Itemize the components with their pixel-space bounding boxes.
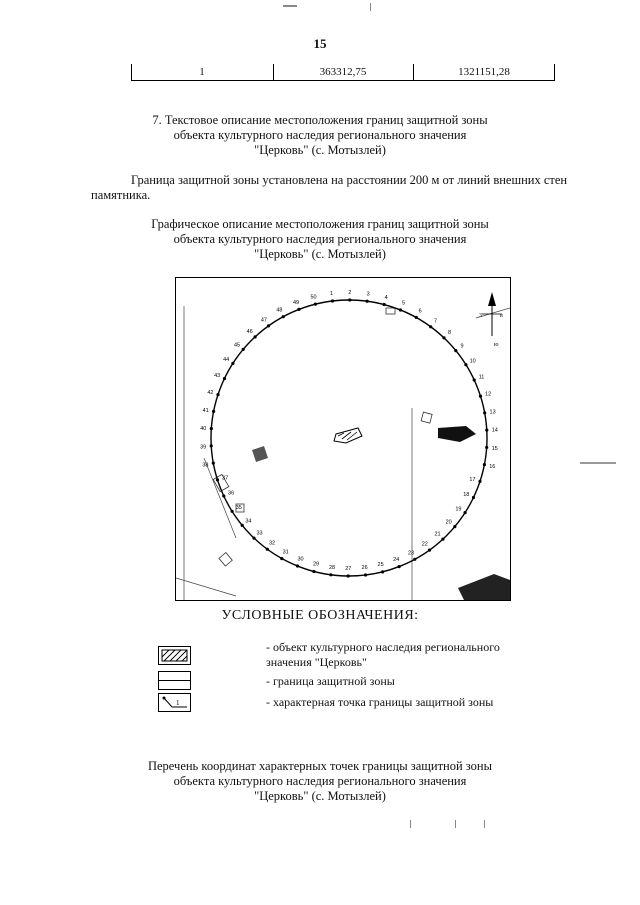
boundary-point-marker [222,494,225,497]
boundary-point-label: 14 [491,427,498,434]
boundary-point-label: 5 [401,300,406,307]
boundary-point-marker [347,574,350,577]
boundary-point-label: 37 [222,475,229,482]
coordinates-list-heading [0,759,640,804]
boundary-point-label: 31 [282,549,289,556]
hatched-area-icon [159,647,190,664]
paragraph-line: памятника. [91,188,151,202]
north-arrow-icon [488,292,496,306]
table-border [554,64,555,80]
boundary-point-marker [242,348,245,351]
boundary-point-marker [210,444,213,447]
boundary-line-icon [159,672,190,689]
boundary-point-label: 28 [328,564,336,571]
compass-rose [479,292,503,348]
protection-zone-map [175,277,511,601]
boundary-point-label: 15 [491,446,498,452]
dark-structure [458,574,510,600]
boundary-point-marker [312,570,315,573]
boundary-point-marker [282,315,285,318]
boundary-point-label: 29 [312,561,320,568]
paragraph-line: Граница защитной зоны установлена на расстоянии 200 м от линий внешних стен [131,173,568,187]
boundary-point-marker [429,325,432,328]
boundary-point-label: 49 [292,300,300,306]
boundary-point-marker [485,446,488,449]
boundary-point-label: 2 [348,290,352,296]
boundary-point-marker [413,558,416,561]
boundary-point-marker [241,524,244,527]
boundary-point-label: 40 [200,426,207,432]
boundary-point-label: 8 [447,330,452,337]
boundary-point-label: 26 [361,565,368,572]
boundary-point-marker [472,496,475,499]
boundary-point-marker [296,564,299,567]
boundary-point-label: 16 [489,464,496,471]
boundary-point-marker [331,299,334,302]
boundary-point-label: 21 [434,531,441,538]
boundary-point-marker [483,411,486,414]
scan-artifact [370,3,371,11]
point-number-cell: 1 [199,66,205,78]
boundary-point-marker [441,538,444,541]
boundary-point-marker [297,308,300,311]
boundary-point-marker [381,570,384,573]
boundary-point-label: 33 [256,530,263,537]
section7-heading-line: 7. Текстовое описание местоположения границ защитной зоны [152,113,488,127]
legend-point-symbol [158,693,191,712]
boundary-point-marker [252,537,255,540]
building-outline [421,412,432,423]
boundary-point-label: 11 [478,374,485,381]
scan-artifact [455,820,456,828]
boundary-point-label: 48 [276,307,283,314]
graphic-heading [0,217,640,262]
building-outline [219,553,232,566]
section7-heading [0,113,640,158]
boundary-point-icon [159,694,190,711]
boundary-point-label: 39 [200,444,207,451]
boundary-point-label: 17 [469,476,476,483]
boundary-point-label: 7 [433,318,438,325]
boundary-point-label: 38 [202,462,209,469]
y-coordinate-cell: 1321151,28 [458,66,510,78]
legend-point-label: 1 [176,699,180,707]
legend-heritage-text [266,640,500,670]
scan-artifact [484,820,485,828]
boundary-point-marker [383,303,386,306]
compass-label: в [500,313,503,319]
boundary-point-label: 13 [489,409,496,416]
legend-line: - объект культурного наследия регионального [266,640,500,654]
scan-artifact [410,820,411,828]
boundary-point-label: 36 [228,490,235,497]
section7-paragraph [91,173,603,203]
boundary-point-label: 35 [235,505,242,511]
coordinates-table-row [131,64,555,81]
boundary-point-marker [212,462,215,465]
boundary-point-marker [366,300,369,303]
boundary-point-marker [314,303,317,306]
compass-label: ю [494,342,499,348]
boundary-point-label: 27 [345,566,352,572]
boundary-point-label: 19 [455,506,462,513]
boundary-point-label: 32 [268,540,276,547]
boundary-point-marker [267,324,270,327]
boundary-point-label: 46 [246,329,253,335]
scan-artifact [580,462,616,464]
boundary-point-label: 9 [460,343,464,350]
boundary-point-marker [464,363,467,366]
boundary-point-label: 6 [418,308,422,315]
graphic-heading-line: Графическое описание местоположения границ защитной зоны [151,217,489,231]
boundary-point-label: 30 [297,556,304,563]
boundary-point-marker [231,510,234,513]
boundary-point-marker [479,395,482,398]
legend-line: значения "Церковь" [266,655,367,669]
legend-boundary-symbol [158,671,191,690]
scan-artifact [283,5,297,7]
boundary-point-marker [364,573,367,576]
boundary-point-label: 4 [384,294,388,301]
boundary-point-label: 34 [245,518,252,525]
legend-point-text: - характерная точка границы защитной зоны [266,695,494,709]
dark-structure [438,426,476,442]
boundary-point-label: 43 [214,373,221,380]
page-number: 15 [313,36,327,51]
boundary-point-label: 45 [233,342,241,349]
dark-structure [252,446,268,462]
graphic-heading-line: объекта культурного наследия регионального значения [173,232,467,246]
boundary-point-marker [428,549,431,552]
boundary-point-marker [399,308,402,311]
boundary-point-marker [216,393,219,396]
boundary-point-marker [442,336,445,339]
boundary-point-label: 25 [377,562,384,569]
boundary-point-marker [216,478,219,481]
section7-heading-line: объекта культурного наследия регионального значения [173,128,467,142]
boundary-point-marker [454,349,457,352]
boundary-point-marker [478,480,481,483]
map-canvas [176,278,510,600]
legend-heritage-symbol [158,646,191,665]
boundary-point-label: 23 [407,550,415,557]
map-linework [176,306,510,600]
boundary-point-label: 3 [366,291,370,298]
boundary-point-label: 47 [260,317,267,324]
boundary-point-marker [398,565,401,568]
boundary-point-label: 41 [202,407,209,414]
x-coordinate-cell: 363312,75 [319,66,367,78]
boundary-point-marker [485,429,488,432]
boundary-point-marker [266,548,269,551]
boundary-point-label: 18 [463,492,470,498]
coordinates-heading-line: "Церковь" (с. Мотызлей) [254,789,386,803]
boundary-point-marker [464,511,467,514]
boundary-point-marker [231,362,234,365]
boundary-point-marker [280,557,283,560]
boundary-point-label: 42 [207,390,214,397]
building-outline [386,308,395,314]
boundary-point-marker [473,378,476,381]
boundary-point-marker [453,525,456,528]
boundary-point-marker [348,298,351,301]
boundary-point-marker [210,427,213,430]
map-line [204,458,236,538]
legend-title: УСЛОВНЫЕ ОБОЗНАЧЕНИЯ: [221,608,419,623]
boundary-point-label: 44 [223,357,230,364]
boundary-point-label: 20 [445,519,452,526]
boundary-point-label: 50 [310,294,317,301]
boundary-point-marker [212,410,215,413]
map-line [176,578,236,596]
legend-boundary-text: - граница защитной зоны [266,674,395,688]
coordinates-heading-line: объекта культурного наследия регионального значения [173,774,467,788]
graphic-heading-line: "Церковь" (с. Мотызлей) [254,247,386,261]
compass-label: 3 [479,313,482,319]
boundary-point-label: 1 [329,291,334,297]
boundary-point-marker [329,573,332,576]
boundary-point-marker [483,463,486,466]
boundary-point-marker [254,335,257,338]
section7-heading-line: "Церковь" (с. Мотызлей) [254,143,386,157]
boundary-point-label: 12 [485,391,492,398]
boundary-point-marker [415,316,418,319]
coordinates-heading-line: Перечень координат характерных точек границы защитной зоны [147,759,493,773]
boundary-point-label: 22 [421,541,428,548]
boundary-point-label: 10 [469,358,476,365]
boundary-point-label: 24 [393,557,400,564]
boundary-point-marker [223,377,226,380]
